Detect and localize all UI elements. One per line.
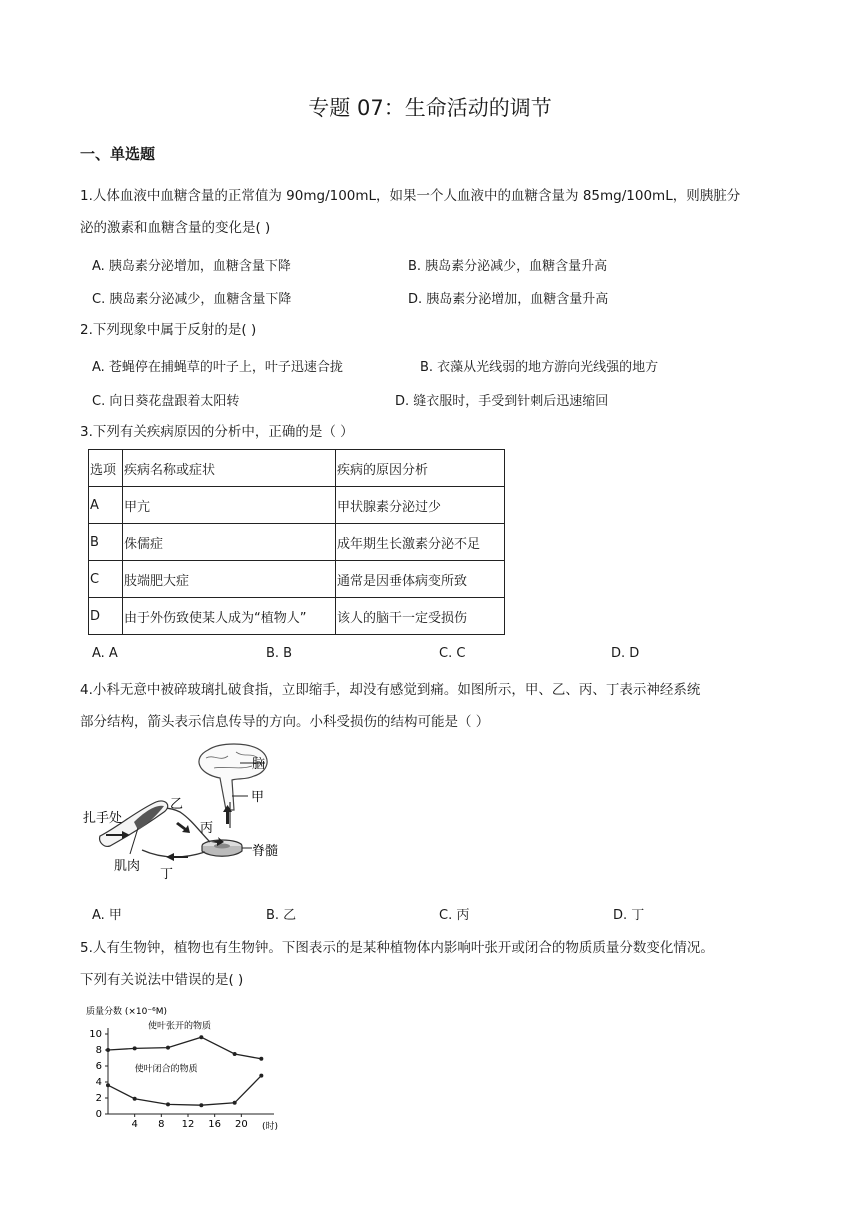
data-point (106, 1048, 110, 1052)
label-ding: 丁 (160, 867, 174, 882)
ding-arrow-icon (166, 853, 188, 861)
leaf-substance-chart (80, 996, 300, 1136)
table-cell: A (89, 487, 123, 524)
table-header-cell: 选项 (89, 450, 123, 487)
y-tick-label: 0 (95, 1109, 102, 1120)
table-cell: C (89, 561, 123, 598)
page-title: 专题 07：生命活动的调节 (308, 96, 552, 120)
yi-arrow-icon (176, 822, 190, 833)
question-4-option-c[interactable]: C. 丙 (439, 908, 470, 923)
table-row (89, 487, 505, 524)
x-tick-label: 20 (234, 1119, 248, 1130)
table-cell: D (89, 598, 123, 635)
question-1-stem-line2: 泌的激素和血糖含量的变化是( ) (80, 220, 271, 236)
question-1-option-c[interactable]: C. 胰岛素分泌减少，血糖含量下降 (92, 292, 292, 307)
question-1-stem-line1: 1.人体血液中血糖含量的正常值为 90mg/100mL，如果一个人血液中的血糖含量为 85mg/100mL，则胰脏分 (80, 188, 741, 204)
table-header-cell: 疾病的原因分析 (336, 450, 505, 487)
question-1-option-b[interactable]: B. 胰岛素分泌减少，血糖含量升高 (408, 259, 608, 274)
series-label: 使叶张开的物质 (148, 1021, 212, 1032)
series-line (108, 1076, 261, 1106)
table-row (89, 598, 505, 635)
table-cell: 甲状腺素分泌过少 (336, 487, 505, 524)
table-header-cell: 疾病名称或症状 (123, 450, 336, 487)
question-4-option-a[interactable]: A. 甲 (92, 908, 122, 923)
table-cell: 成年期生长激素分泌不足 (336, 524, 505, 561)
y-tick-label: 8 (95, 1045, 102, 1056)
question-2-option-d[interactable]: D. 缝衣服时，手受到针刺后迅速缩回 (395, 394, 609, 409)
label-yi: 乙 (170, 797, 184, 812)
table-cell: 通常是因垂体病变所致 (336, 561, 505, 598)
label-jia: 甲 (251, 790, 265, 805)
question-3-option-c[interactable]: C. C (439, 646, 466, 661)
x-tick-label: 16 (208, 1119, 222, 1130)
x-tick-label: 8 (158, 1119, 165, 1130)
table-cell: 该人的脑干一定受损伤 (336, 598, 505, 635)
table-row (89, 524, 505, 561)
chart-xlabel: (时) (262, 1122, 279, 1132)
y-tick-label: 10 (89, 1029, 102, 1040)
data-point (106, 1083, 110, 1087)
label-bing: 丙 (200, 821, 214, 836)
data-point (259, 1057, 263, 1061)
data-point (166, 1046, 170, 1050)
table-cell: 由于外伤致使某人成为“植物人” (123, 598, 336, 635)
table-header-row (89, 450, 505, 487)
section-heading: 一、单选题 (80, 145, 156, 163)
question-1-option-d[interactable]: D. 胰岛素分泌增加，血糖含量升高 (408, 292, 609, 307)
label-wound: 扎手处 (83, 811, 123, 826)
question-2-option-c[interactable]: C. 向日葵花盘跟着太阳转 (92, 394, 240, 409)
question-5-stem-line2: 下列有关说法中错误的是( ) (80, 972, 244, 988)
x-tick-label: 4 (131, 1119, 138, 1130)
table-cell: B (89, 524, 123, 561)
spinal-gray-matter (214, 844, 230, 849)
data-point (133, 1097, 137, 1101)
y-tick-label: 2 (95, 1093, 102, 1104)
y-tick-label: 6 (95, 1061, 102, 1072)
table-cell: 肢端肥大症 (123, 561, 336, 598)
label-spinal-cord: 脊髓 (252, 844, 279, 859)
question-3-option-a[interactable]: A. A (92, 646, 118, 661)
chart-ylabel: 质量分数 (×10⁻⁶M) (86, 1007, 168, 1017)
question-1-option-a[interactable]: A. 胰岛素分泌增加，血糖含量下降 (92, 259, 291, 274)
data-point (199, 1103, 203, 1107)
data-point (233, 1101, 237, 1105)
reflex-arc-figure (80, 740, 300, 890)
data-point (133, 1046, 137, 1050)
question-5-stem-line1: 5.人有生物钟，植物也有生物钟。下图表示的是某种植物体内影响叶张开或闭合的物质质量分数变化情况。 (80, 940, 714, 956)
disease-table (88, 449, 505, 635)
label-brain: 脑 (252, 757, 266, 772)
question-4-option-d[interactable]: D. 丁 (613, 908, 645, 923)
data-point (259, 1074, 263, 1078)
x-tick-label: 12 (181, 1119, 195, 1130)
label-muscle: 肌肉 (114, 859, 141, 874)
series-line (108, 1037, 261, 1059)
question-2-option-a[interactable]: A. 苍蝇停在捕蝇草的叶子上，叶子迅速合拢 (92, 360, 343, 375)
question-2-stem: 2.下列现象中属于反射的是( ) (80, 322, 257, 338)
data-point (166, 1102, 170, 1106)
data-point (199, 1035, 203, 1039)
question-3-stem: 3.下列有关疾病原因的分析中，正确的是（ ） (80, 424, 354, 440)
table-cell: 侏儒症 (123, 524, 336, 561)
question-4-stem-line2: 部分结构，箭头表示信息传导的方向。小科受损伤的结构可能是（ ） (80, 714, 490, 730)
question-4-stem-line1: 4.小科无意中被碎玻璃扎破食指，立即缩手，却没有感觉到痛。如图所示，甲、乙、丙、丁表示神经系统 (80, 682, 701, 698)
series-label: 使叶闭合的物质 (134, 1064, 198, 1075)
question-3-option-d[interactable]: D. D (611, 646, 640, 661)
question-2-option-b[interactable]: B. 衣藻从光线弱的地方游向光线强的地方 (420, 360, 659, 375)
y-tick-label: 4 (95, 1077, 102, 1088)
question-3-option-b[interactable]: B. B (266, 646, 293, 661)
table-cell: 甲亢 (123, 487, 336, 524)
question-4-option-b[interactable]: B. 乙 (266, 908, 297, 923)
table-row (89, 561, 505, 598)
data-point (233, 1052, 237, 1056)
